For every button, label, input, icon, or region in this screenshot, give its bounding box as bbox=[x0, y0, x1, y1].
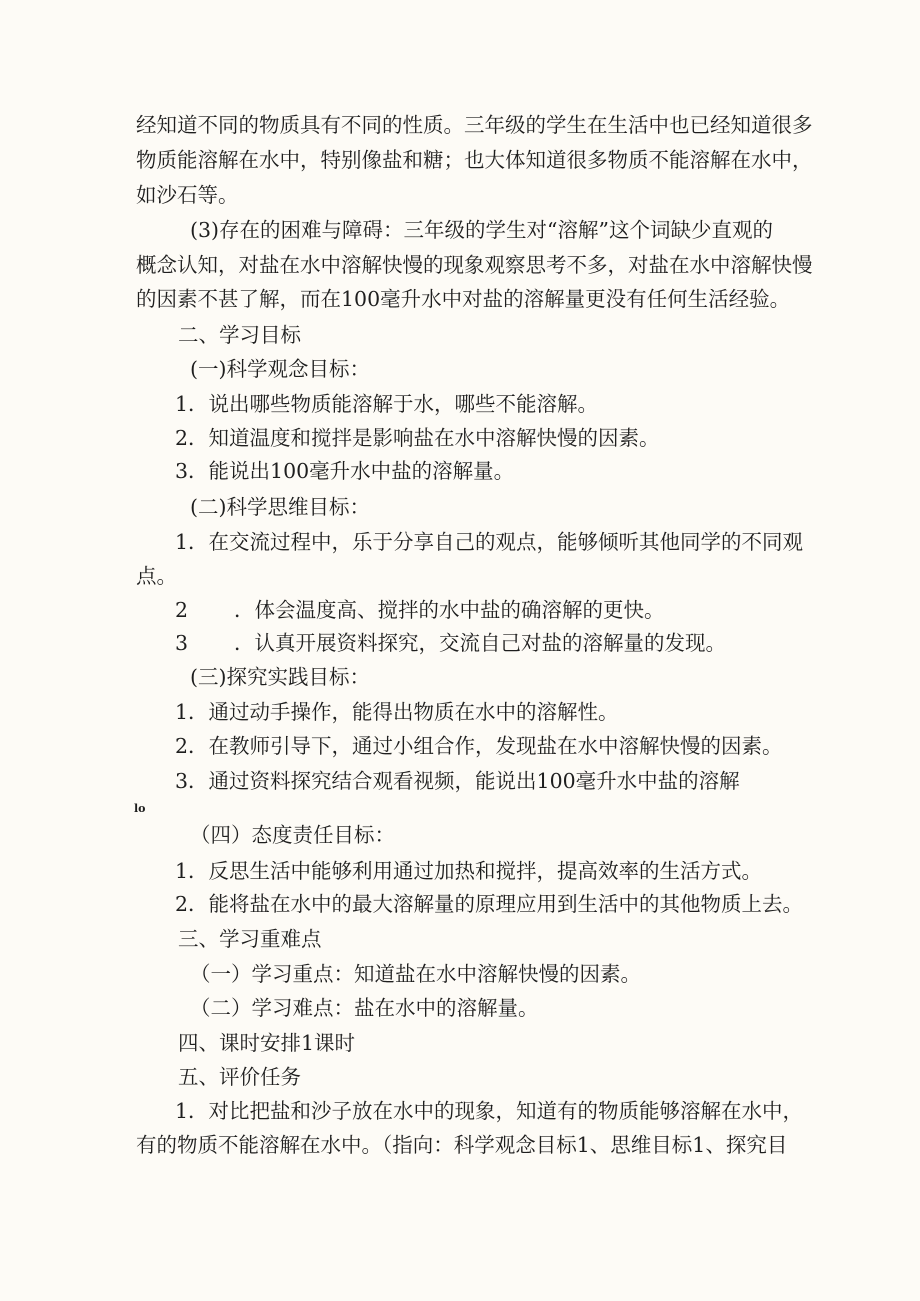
subsection-heading: (三)探究实践目标： bbox=[190, 665, 370, 689]
paragraph-line: 物质能溶解在水中，特别像盐和糖；也大体知道很多物质不能溶解在水中， bbox=[136, 148, 813, 172]
list-text: ．认真开展资料探究，交流自己对盐的溶解量的发现。 bbox=[234, 631, 727, 655]
section-heading: 三、学习重难点 bbox=[178, 927, 322, 951]
subsection-heading: (一)科学观念目标： bbox=[190, 357, 370, 381]
paragraph-line: 概念认知，对盐在水中溶解快慢的现象观察思考不多，对盐在水中溶解快慢 bbox=[136, 253, 813, 277]
list-item-continuation: 点。 bbox=[136, 564, 177, 588]
list-text: ．体会温度高、搅拌的水中盐的确溶解的更快。 bbox=[234, 598, 665, 622]
list-item: 1．对比把盐和沙子放在水中的现象，知道有的物质能够溶解在水中， bbox=[175, 1099, 804, 1123]
list-item: 1．说出哪些物质能溶解于水，哪些不能溶解。 bbox=[175, 392, 599, 416]
subsection-heading: （二）学习难点：盐在水中的溶解量。 bbox=[190, 996, 539, 1020]
subsection-heading: （四）态度责任目标： bbox=[190, 823, 395, 847]
list-item: 3．能说出100毫升水中盐的溶解量。 bbox=[175, 459, 515, 483]
subsection-heading: (二)科学思维目标： bbox=[190, 495, 370, 519]
list-number: 3 bbox=[175, 631, 189, 655]
list-item: 1．通过动手操作，能得出物质在水中的溶解性。 bbox=[175, 700, 619, 724]
paragraph-line: 如沙石等。 bbox=[136, 183, 239, 207]
list-item: 2．在教师引导下，通过小组合作，发现盐在水中溶解快慢的因素。 bbox=[175, 734, 783, 758]
section-heading: 五、评价任务 bbox=[178, 1065, 301, 1089]
list-item: 2．能将盐在水中的最大溶解量的原理应用到生活中的其他物质上去。 bbox=[175, 892, 804, 916]
paragraph-line: 的因素不甚了解，而在100毫升水中对盐的溶解量更没有任何生活经验。 bbox=[136, 287, 791, 311]
list-item bbox=[175, 595, 665, 625]
list-item bbox=[175, 628, 726, 658]
list-item: 1．反思生活中能够利用通过加热和搅拌，提高效率的生活方式。 bbox=[175, 859, 763, 883]
section-heading: 二、学习目标 bbox=[178, 323, 301, 347]
list-item: 1．在交流过程中，乐于分享自己的观点，能够倾听其他同学的不同观 bbox=[175, 530, 804, 554]
subsection-heading: （一）学习重点：知道盐在水中溶解快慢的因素。 bbox=[190, 962, 641, 986]
paragraph-line: (3)存在的困难与障碍：三年级的学生对“溶解”这个词缺少直观的 bbox=[190, 218, 773, 242]
list-item: 3．通过资料探究结合观看视频，能说出100毫升水中盐的溶解 bbox=[175, 769, 740, 793]
list-item-continuation: 有的物质不能溶解在水中。（指向：科学观念目标1、思维目标1、探究目 bbox=[136, 1133, 788, 1157]
paragraph-line: 经知道不同的物质具有不同的性质。三年级的学生在生活中也已经知道很多 bbox=[136, 113, 813, 137]
section-heading: 四、课时安排1课时 bbox=[178, 1031, 356, 1055]
list-item: 2．知道温度和搅拌是影响盐在水中溶解快慢的因素。 bbox=[175, 426, 660, 450]
stray-text: lo bbox=[134, 802, 146, 815]
list-number: 2 bbox=[175, 598, 189, 622]
